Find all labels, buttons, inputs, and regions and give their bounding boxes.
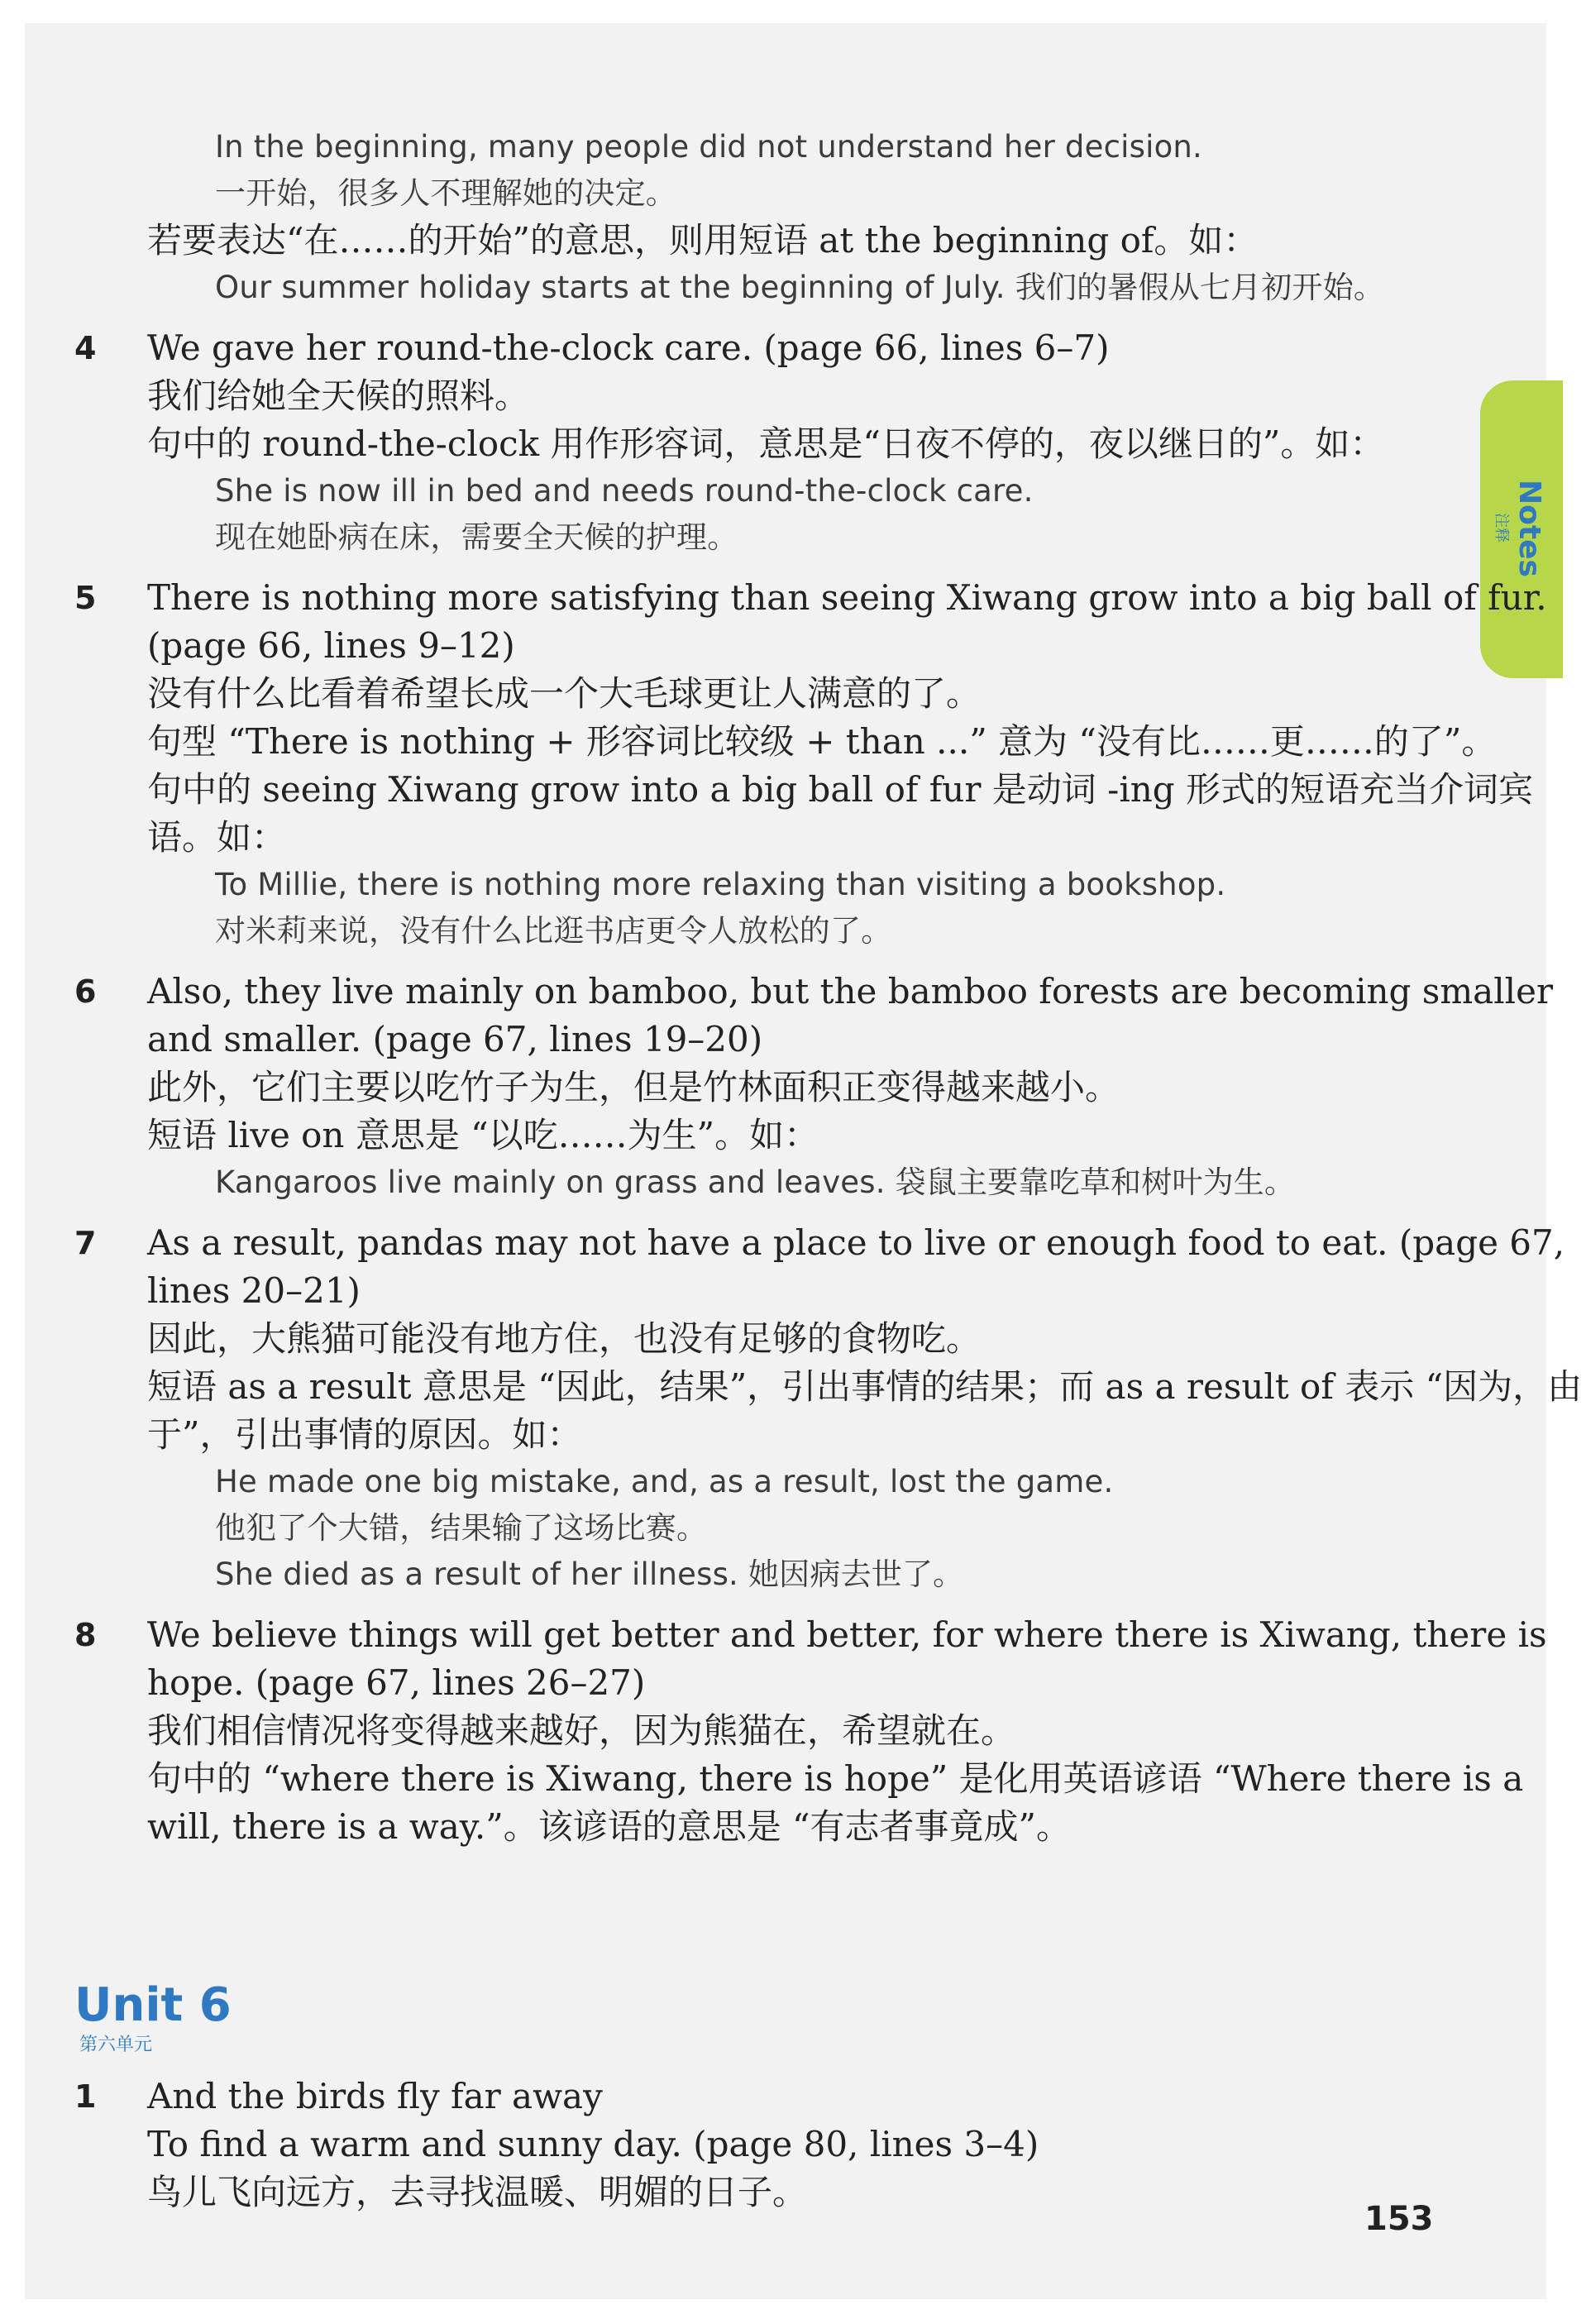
note-item (0, 1611, 1547, 1851)
intro-note: 若要表达“在……的开始”的意思，则用短语 at the beginning of。如： (147, 220, 1259, 261)
note-item (0, 968, 1554, 1206)
unit-title: Unit 6 (74, 1978, 232, 2032)
notes-tab-label: Notes (1512, 480, 1546, 577)
item-line: There is nothing more satisfying than seeing Xiwang grow into a big ball of fur. (147, 577, 1547, 618)
item-number: 6 (74, 973, 97, 1010)
item-line: We gave her round-the-clock care. (page 66, lines 6–7) (147, 328, 1110, 368)
item-line: 句中的 round-the-clock 用作形容词，意思是“日夜不停的，夜以继日的”。如： (147, 423, 1385, 464)
item-example: She is now ill in bed and needs round-the-clock care. (215, 473, 1034, 509)
item-line: 短语 as a result 意思是 “因此，结果”，引出事情的结果；而 as a result of 表示 “因为，由 (147, 1366, 1583, 1407)
item-number: 1 (74, 2078, 97, 2115)
item-example: He made one big mistake, and, as a result, lost the game. (215, 1464, 1114, 1499)
item-line: To find a warm and sunny day. (page 80, lines 3–4) (147, 2124, 1039, 2164)
note-item (0, 574, 1547, 954)
note-item (0, 1219, 1583, 1598)
item-line: 语。如： (147, 817, 287, 858)
item-number: 8 (74, 1617, 97, 1653)
item-example: 他犯了个大错，结果输了这场比赛。 (215, 1510, 708, 1546)
item-line: hope. (page 67, lines 26–27) (147, 1662, 646, 1703)
item-example: She died as a result of her illness. 她因病去世了。 (215, 1557, 964, 1592)
item-number: 7 (74, 1225, 97, 1261)
item-line: 短语 live on 意思是 “以吃……为生”。如： (147, 1115, 819, 1155)
item-line: 我们给她全天候的照料。 (147, 375, 530, 416)
page-number: 153 (1364, 2200, 1434, 2238)
item-line: and smaller. (page 67, lines 19–20) (147, 1019, 763, 1059)
item-line: (page 66, lines 9–12) (147, 625, 515, 666)
item-line: Also, they live mainly on bamboo, but the bamboo forests are becoming smaller (147, 971, 1554, 1011)
item-line: 我们相信情况将变得越来越好，因为熊猫在，希望就在。 (147, 1710, 1016, 1751)
item-line: We believe things will get better and better, for where there is Xiwang, there is (147, 1614, 1547, 1655)
note-item (0, 324, 1522, 561)
item-line: 于”，引出事情的原因。如： (147, 1414, 582, 1455)
item-line: 没有什么比看着希望长成一个大毛球更让人满意的了。 (147, 673, 982, 714)
intro-example-en: In the beginning, many people did not understand her decision. (215, 129, 1203, 165)
item-number: 5 (74, 580, 97, 616)
notes-tab-sub: 注释 (1493, 513, 1510, 543)
intro-example2: Our summer holiday starts at the beginning of July. 我们的暑假从七月初开始。 (215, 270, 1385, 305)
item-example: To Millie, there is nothing more relaxing than visiting a bookshop. (215, 867, 1226, 902)
unit-note-item (0, 2073, 1522, 2216)
item-line: 句中的 seeing Xiwang grow into a big ball of fur 是动词 -ing 形式的短语充当介词宾 (147, 769, 1534, 810)
unit-subtitle: 第六单元 (79, 2035, 153, 2055)
item-line: 此外，它们主要以吃竹子为生，但是竹林面积正变得越来越小。 (147, 1067, 1120, 1107)
item-number: 4 (74, 330, 97, 366)
item-line: 句型 “There is nothing + 形容词比较级 + than ...” 意为 “没有比……更……的了”。 (147, 721, 1497, 762)
item-example: Kangaroos live mainly on grass and leaves. 袋鼠主要靠吃草和树叶为生。 (215, 1164, 1296, 1200)
item-line: As a result, pandas may not have a place to live or enough food to eat. (page 67, (147, 1222, 1565, 1263)
item-line: will, there is a way.”。该谚语的意思是 “有志者事竟成”。 (147, 1806, 1071, 1847)
item-line: And the birds fly far away (147, 2076, 603, 2116)
item-line: 鸟儿飞向远方，去寻找温暖、明媚的日子。 (147, 2172, 808, 2212)
item-line: 因此，大熊猫可能没有地方住，也没有足够的食物吃。 (147, 1318, 982, 1359)
item-line: lines 20–21) (147, 1270, 361, 1311)
item-example: 对米莉来说，没有什么比逛书店更令人放松的了。 (215, 913, 892, 949)
item-example: 现在她卧病在床，需要全天候的护理。 (215, 519, 738, 555)
item-line: 句中的 “where there is Xiwang, there is hope” 是化用英语谚语 “Where there is a (147, 1758, 1524, 1799)
intro-example-zh: 一开始，很多人不理解她的决定。 (215, 175, 676, 211)
